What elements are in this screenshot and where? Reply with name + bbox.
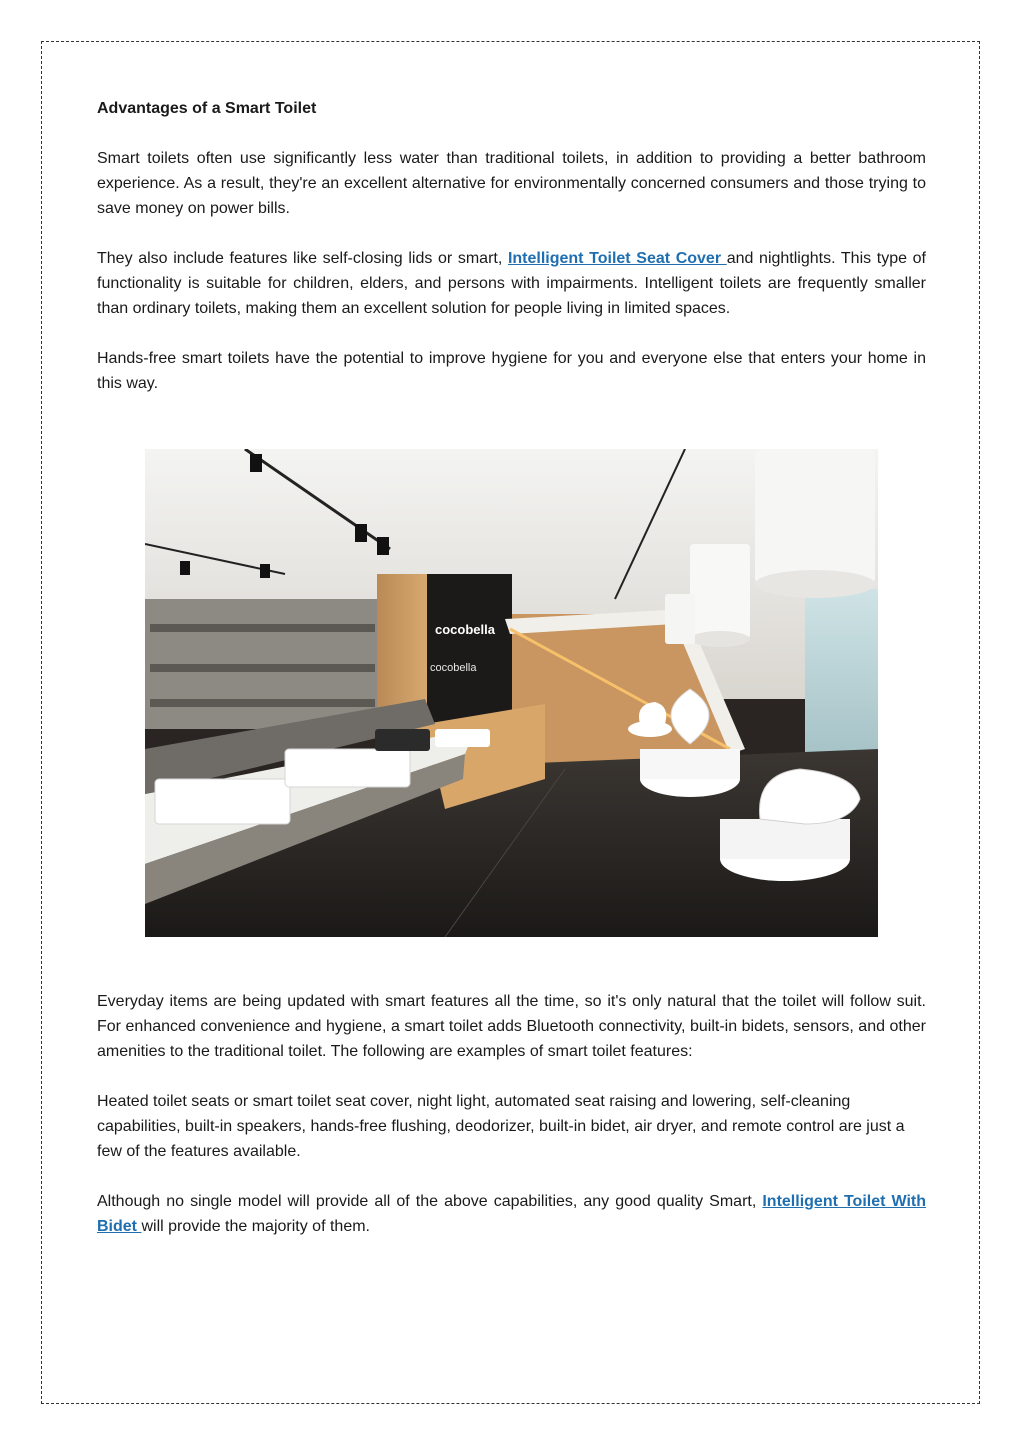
basin (435, 729, 490, 747)
spotlight (250, 454, 262, 472)
paragraph-features (97, 246, 926, 321)
showroom-photo (145, 449, 878, 937)
spotlight (260, 564, 270, 578)
cylinder-light (690, 544, 750, 639)
basin (285, 749, 410, 787)
paragraph-conclusion-text-before: Although no single model will provide all of the above capabilities, any good quality Smart, (97, 1193, 763, 1210)
paragraph-smart-features: Everyday items are being updated with smart features all the time, so it's only natural that the toilet will follow suit. For enhanced convenience and hygiene, a smart toilet adds Bluetooth connectivity, built-in bidets, sensors, and other amenities to the traditional toilet. The following are examples of smart toilet features: (97, 993, 926, 1060)
article-upper (97, 96, 926, 421)
spotlight (180, 561, 190, 575)
paragraph-hygiene: Hands-free smart toilets have the potential to improve hygiene for you and everyone else that enters your home in this way. (97, 350, 926, 392)
basin (155, 779, 290, 824)
spotlight (377, 537, 389, 555)
paragraph-features-text-after: and nightlights. This type of functionality is suitable for children, elders, and persons with impairments. Intelligent toilets are frequently smaller than ordinary toilets, making them an excellent solution for people living in limited spaces. (97, 250, 927, 317)
cylinder-light (665, 594, 695, 644)
article-title: Advantages of a Smart Toilet (97, 100, 317, 117)
intelligent-toilet-seat-cover-link[interactable]: Intelligent Toilet Seat Cover (507, 250, 727, 267)
cylinder-light (755, 449, 875, 584)
article-lower (97, 989, 926, 1264)
sign-text: cocobella (435, 622, 495, 637)
sign-text-secondary: cocobella (430, 662, 477, 674)
paragraph-feature-list: Heated toilet seats or smart toilet seat cover, night light, automated seat raising and lowering, self-cleaning capabilities, built-in speakers, hands-free flushing, deodorizer, built-in bidet, air dryer, and remote control are just a few of the features available. (97, 1093, 905, 1160)
paragraph-water-savings: Smart toilets often use significantly less water than traditional toilets, in addition to providing a better bathroom experience. As a result, they're an excellent alternative for environmentally concerned consumers and those trying to save money on power bills. (97, 150, 926, 217)
paragraph-features-text-before: They also include features like self-closing lids or smart, (97, 250, 508, 267)
paragraph-conclusion (97, 1189, 926, 1239)
sign-block (427, 574, 512, 724)
spotlight (355, 524, 367, 542)
paragraph-conclusion-text-after: will provide the majority of them. (141, 1218, 370, 1235)
intelligent-toilet-with-bidet-link[interactable]: Intelligent Toilet With Bidet (97, 1193, 927, 1235)
basin-dark (375, 729, 430, 751)
